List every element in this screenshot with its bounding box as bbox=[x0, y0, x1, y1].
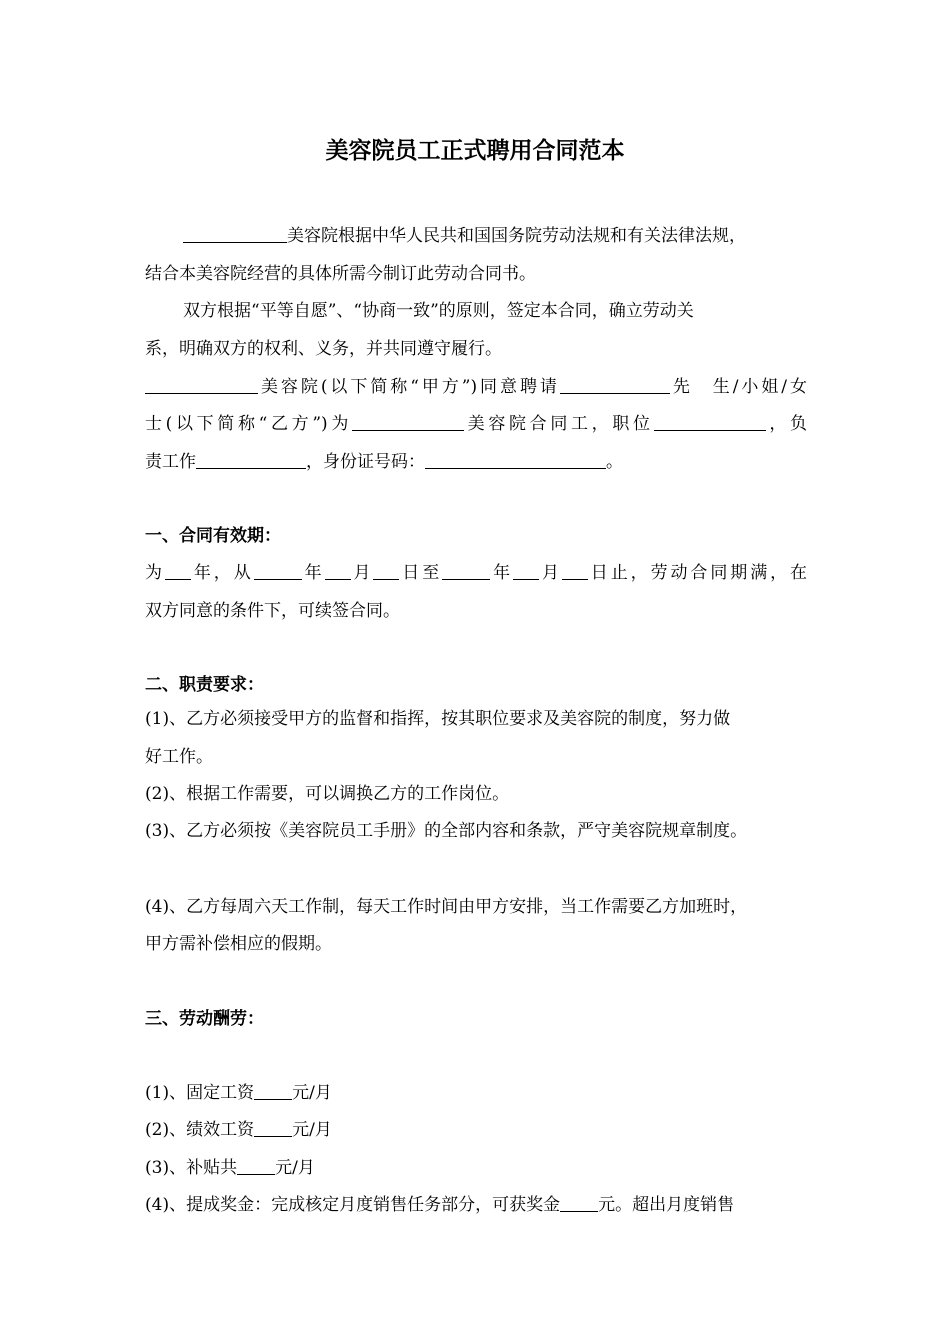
intro-paragraph-3-line-2 bbox=[145, 412, 807, 436]
allowance-label: (3)、补贴共 bbox=[145, 1158, 238, 1178]
salon-name-blank[interactable] bbox=[183, 224, 287, 243]
start-month-blank[interactable] bbox=[325, 561, 351, 580]
pay-item-4 bbox=[145, 1193, 734, 1217]
responsible-text: ，负 bbox=[765, 414, 807, 434]
id-number-blank[interactable] bbox=[425, 450, 606, 469]
period-text: 。 bbox=[606, 452, 623, 472]
party-b-text: 士(以下简称“乙方”)为 bbox=[145, 414, 352, 434]
section-1-heading: 一、合同有效期： bbox=[145, 526, 281, 546]
commission-text: 元。超出月度销售 bbox=[598, 1195, 735, 1215]
section-2-heading: 二、职责要求： bbox=[145, 675, 264, 695]
salutation-text: 先 生/小姐/女 bbox=[669, 377, 807, 397]
end-year-blank[interactable] bbox=[442, 561, 490, 580]
term-text: 年 bbox=[490, 563, 514, 583]
duty-item-3: (3)、乙方必须按《美容院员工手册》的全部内容和条款，严守美容院规章制度。 bbox=[145, 821, 748, 841]
duty-item-4-line-1: (4)、乙方每周六天工作制，每天工作时间由甲方安排，当工作需要乙方加班时， bbox=[145, 897, 748, 917]
unit-text: 元/月 bbox=[292, 1120, 332, 1140]
commission-blank[interactable] bbox=[560, 1193, 598, 1212]
intro-paragraph-1-line-2: 结合本美容院经营的具体所需今制订此劳动合同书。 bbox=[145, 264, 536, 284]
work-text: 责工作 bbox=[145, 452, 196, 472]
years-blank[interactable] bbox=[165, 561, 191, 580]
employee-name-blank[interactable] bbox=[560, 375, 670, 394]
contract-term-line-1 bbox=[145, 561, 807, 585]
intro-paragraph-2-line-2: 系，明确双方的权利、义务，并共同遵守履行。 bbox=[145, 339, 502, 359]
salon-name-blank-3[interactable] bbox=[352, 412, 464, 431]
term-text: 为 bbox=[145, 563, 165, 583]
term-text: 日至 bbox=[399, 563, 443, 583]
intro-paragraph-3-line-3 bbox=[145, 450, 623, 474]
performance-salary-label: (2)、绩效工资 bbox=[145, 1120, 255, 1140]
performance-salary-blank[interactable] bbox=[254, 1118, 292, 1137]
pay-item-2 bbox=[145, 1118, 332, 1142]
intro-text: 美容院根据中华人民共和国国务院劳动法规和有关法律法规， bbox=[287, 226, 746, 246]
term-text: 月 bbox=[350, 563, 374, 583]
fixed-salary-blank[interactable] bbox=[254, 1081, 292, 1100]
end-month-blank[interactable] bbox=[513, 561, 539, 580]
contract-worker-text: 美容院合同工，职位 bbox=[463, 414, 654, 434]
contract-term-line-2: 双方同意的条件下，可续签合同。 bbox=[145, 601, 400, 621]
term-text: 年，从 bbox=[190, 563, 254, 583]
work-blank[interactable] bbox=[196, 450, 306, 469]
id-number-label: ，身份证号码： bbox=[306, 452, 425, 472]
unit-text: 元/月 bbox=[275, 1158, 315, 1178]
fixed-salary-label: (1)、固定工资 bbox=[145, 1083, 255, 1103]
end-day-blank[interactable] bbox=[562, 561, 588, 580]
term-text: 年 bbox=[301, 563, 325, 583]
intro-paragraph-2-line-1: 双方根据“平等自愿”、“协商一致”的原则，签定本合同，确立劳动关 bbox=[183, 301, 694, 321]
pay-item-1 bbox=[145, 1081, 332, 1105]
duty-item-1-line-2: 好工作。 bbox=[145, 747, 213, 767]
party-a-text: 美容院(以下简称“甲方”)同意聘请 bbox=[258, 377, 560, 397]
duty-item-1-line-1: (1)、乙方必须接受甲方的监督和指挥，按其职位要求及美容院的制度，努力做 bbox=[145, 709, 731, 729]
pay-item-3 bbox=[145, 1156, 315, 1180]
unit-text: 元/月 bbox=[292, 1083, 332, 1103]
commission-label: (4)、提成奖金：完成核定月度销售任务部分，可获奖金 bbox=[145, 1195, 561, 1215]
term-text: 月 bbox=[539, 563, 562, 583]
section-3-heading: 三、劳动酬劳： bbox=[145, 1009, 264, 1029]
start-day-blank[interactable] bbox=[373, 561, 399, 580]
start-year-blank[interactable] bbox=[254, 561, 302, 580]
document-title: 美容院员工正式聘用合同范本 bbox=[325, 137, 625, 164]
term-text: 日止，劳动合同期满，在 bbox=[587, 563, 808, 583]
duty-item-2: (2)、根据工作需要，可以调换乙方的工作岗位。 bbox=[145, 784, 510, 804]
intro-paragraph-1-line-1 bbox=[183, 224, 746, 248]
salon-name-blank-2[interactable] bbox=[145, 375, 258, 394]
position-blank[interactable] bbox=[654, 412, 766, 431]
intro-paragraph-3-line-1 bbox=[145, 375, 807, 399]
allowance-blank[interactable] bbox=[237, 1156, 275, 1175]
duty-item-4-line-2: 甲方需补偿相应的假期。 bbox=[145, 934, 332, 954]
